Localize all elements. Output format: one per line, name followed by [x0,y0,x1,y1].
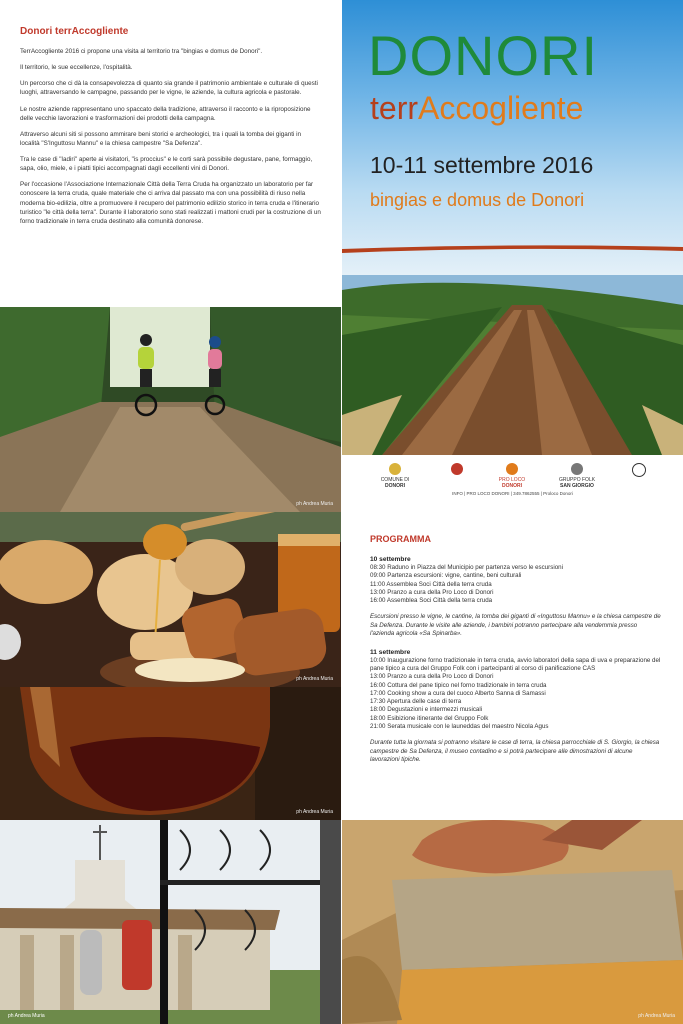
photo-credit: ph Andrea Muria [8,1013,45,1019]
event-item: 13:00 Pranzo a cura della Pro Loco di Donori [370,673,494,681]
bread-honey-photo [0,512,341,687]
intro-panel [0,0,341,307]
poster-subtitle-part1: terr [370,90,418,126]
event-item: 09:00 Partenza escursioni: vigne, cantine, beni culturali [370,572,522,580]
church-photo [0,820,341,1024]
logo-comune-donori: COMUNE DI DONORI [370,463,420,489]
logo-terra-cruda [437,463,477,477]
event-poster [342,0,683,512]
wine-photo [0,687,341,820]
cyclists-illustration [0,307,341,512]
emblem-icon [451,463,463,475]
wine-illustration [0,687,341,820]
logo-gruppo-folk: GRUPPO FOLK SAN GIORGIO [547,463,607,489]
church-illustration [0,820,341,1024]
programma-panel [342,512,683,820]
bread-illustration [0,512,341,687]
poster-info-line: INFO | PRO LOCO DONORI | 349.7862555 | Proloco Donori [452,491,573,496]
poster-subtitle [370,92,583,124]
crest-icon [389,463,401,475]
event-item: 11:00 Assemblea Soci Città della terra cruda [370,580,492,588]
poster-subtitle-part2: Accogliente [418,90,584,126]
photo-credit: ph Andrea Muria [638,1013,675,1019]
intro-title: Donori terrAccogliente [20,26,129,37]
event-item: 17:00 Cooking show a cura del cuoco Alberto Sanna di Samassi [370,689,546,697]
day-note: Durante tutta la giornata si potranno visitare le case di terra, la chiesa parrocchiale di S. Giorgio, la chiesa campestre de Sa Defenza, il museo contadino e si potrà partecipare alle dimostrazioni di alcune lavorazioni tipiche. [370,739,660,764]
vineyard-photo [342,275,683,455]
poster-title: DONORI [368,24,598,87]
intro-paragraph: TerrAccogliente 2016 ci propone una visita al territorio tra "bingias e domus de Donori". [20,48,263,55]
event-item: 10:00 Inaugurazione forno tradizionale in terra cruda, avvio laboratori della sapa di uva e preparazione del pane tipico a cura del Gruppo Folk con i partecipanti al corso di panificazione CAS [370,656,661,673]
logo-circle [624,463,654,479]
photo-credit: ph Andrea Muria [296,501,333,507]
event-item: 21:00 Serata musicale con le launeddas del maestro Nicola Agus [370,722,549,730]
event-item: 08:30 Raduno in Piazza del Municipio per partenza verso le escursioni [370,564,563,571]
poster-dates: 10-11 settembre 2016 [370,152,594,178]
event-item: 18:00 Degustazioni e intermezzi musicali [370,706,483,714]
day-note: Escursioni presso le vigne, le cantine, la tomba dei giganti di «Inguttosu Mannu» e la chiesa campestre de Sa Defenza. Durante le visite alle aziende, i bambini potranno partecipare alla vendemmia presso l'azienda agricola «Sa Spinarba». [370,613,661,638]
event-item: 16:00 Cottura del pane tipico nel forno tradizionale in terra cruda [370,681,547,689]
intro-paragraph: Tra le case di "ladiri" aperte ai visitatori, "is proccius" e le corti sarà possibile degustare, pane, formaggio, sapa, olio, miele, e i piatti tipici accompagnati dagli eccellenti vini di Donori. [20,156,313,173]
poster-tagline: bingias e domus de Donori [370,190,585,210]
day-label: 10 settembre [370,556,411,563]
event-item: 18:00 Esibizione itinerante del Gruppo Folk [370,714,489,722]
sponsor-logos [342,455,683,512]
poster-stripe [342,243,683,253]
intro-paragraph: Un percorso che ci dà la consapevolezza di quanto sia grande il patrimonio ambientale e culturale di questi luoghi, attraversando le campagne, passando per le vigne, le aziende, la cultura agricola e pastorale. [20,80,318,97]
intro-paragraph: Il territorio, le sue eccellenze, l'ospitalità. [20,64,133,72]
intro-paragraph: Attraverso alcuni siti si possono ammirare beni storici e archeologici, tra i quali la tomba dei giganti in località "S'Inguttosu Mannu" e la chiesa campestre "Sa Defenza". [20,130,302,147]
day-label: 11 settembre [370,648,411,656]
photo-credit: ph Andrea Muria [296,676,333,682]
event-item: 13:00 Pranzo a cura della Pro Loco di Donori [370,588,494,596]
intro-paragraph: Per l'occasione l'Associazione Internazionale Città della Terra Cruda ha organizzato un laboratorio per far conoscere la terra cruda, quale materiale che ci arriva dal passato ma con una possibilità di riuso nella moderna bio-edilizia, oltre a promuovere il recupero del patrimonio edilizio storico in terra cruda e l'itinerario turistico "le città della terra". Durante il laboratorio sono stati realizzati i mattoni crudi per la costruzione di un forno tradizionale in terra cruda destinato alla comunità donorese. [20,181,321,225]
cyclists-photo [0,307,341,512]
mud-brick-illustration [342,820,683,1024]
event-item: 17:30 Apertura delle case di terra [370,698,462,706]
logo-pro-loco: PRO LOCO DONORI [487,463,537,489]
programma-heading: PROGRAMMA [370,534,431,544]
event-item: 16:00 Assemblea Soci Città della terra cruda [370,597,493,604]
pro-loco-icon [506,463,518,475]
folk-group-icon [571,463,583,475]
round-badge-icon [632,463,646,477]
intro-paragraph: Le nostre aziende rappresentano uno spaccato della tradizione, attraverso il racconto e la riproposizione delle vecchie lavorazioni e trasformazioni dei prodotti della campagna. [20,105,311,122]
photo-credit: ph Andrea Muria [296,809,333,815]
mud-brick-photo [342,820,683,1024]
